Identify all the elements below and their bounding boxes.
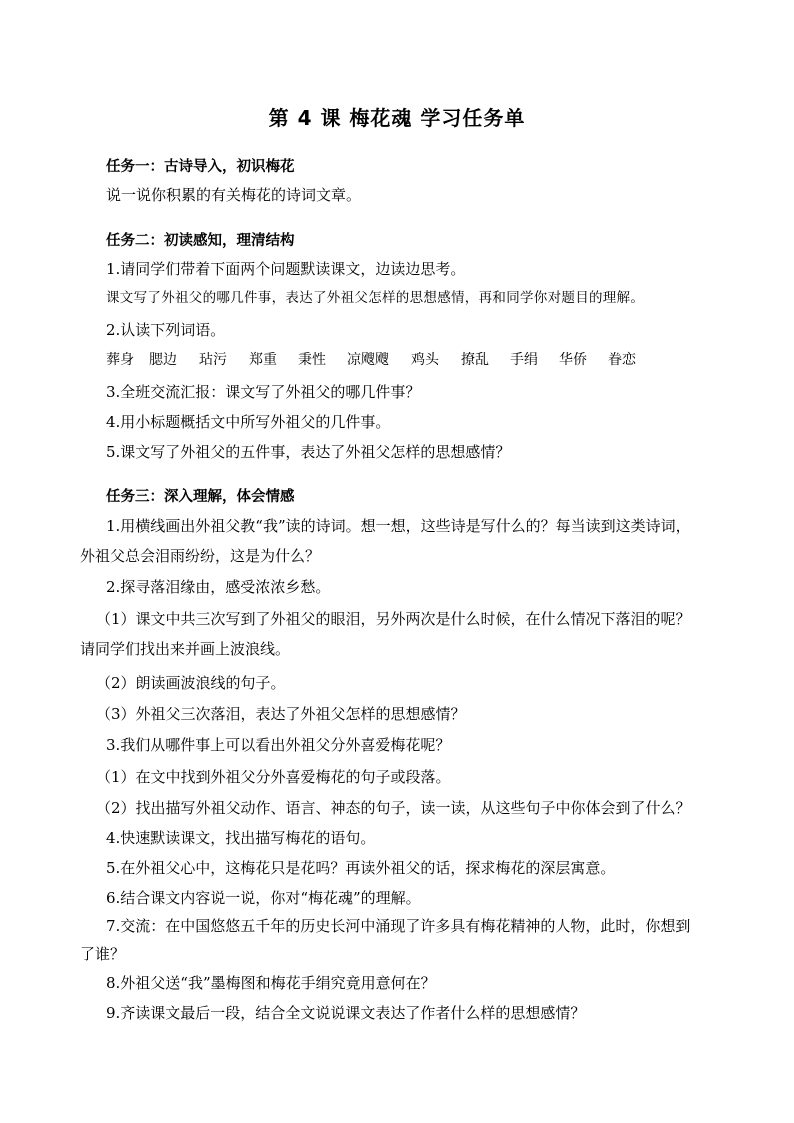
task2-line: 课文写了外祖父的哪几件事，表达了外祖父怎样的思想感情，再和同学你对题目的理解。 [106,290,645,306]
vocab-word: 郑重 [249,352,277,368]
vocab-word: 葬身 [106,352,134,368]
page-title: 第 4 课 梅花魂 学习任务单 [268,106,526,130]
vocab-word: 凉飕飕 [347,352,389,368]
task3-line: （2）朗读画波浪线的句子。 [96,674,286,692]
task3-line: 1.用横线画出外祖父教“我”读的诗词。想一想，这些诗是写什么的？每当读到这类诗词， [106,517,691,535]
task3-line: 3.我们从哪件事上可以看出外祖父分外喜爱梅花呢？ [106,736,451,754]
task3-line: 了谁？ [80,945,126,963]
task2-heading: 任务二：初读感知，理清结构 [106,233,295,249]
vocab-list [106,350,648,370]
task1-line: 说一说你积累的有关梅花的诗词文章。 [106,186,362,204]
vocab-word: 玷污 [199,352,227,368]
task3-line: 9.齐读课文最后一段，结合全文说说课文表达了作者什么样的思想感情？ [106,1004,586,1022]
vocab-word: 秉性 [298,352,326,368]
vocab-word: 撩乱 [461,352,489,368]
task2-line: 5.课文写了外祖父的五件事，表达了外祖父怎样的思想感情？ [106,443,511,461]
task3-line: 6.结合课文内容说一说，你对“梅花魂”的理解。 [106,889,421,907]
task3-line: （1）课文中共三次写到了外祖父的眼泪，另外两次是什么时候，在什么情况下落泪的呢？ [96,610,691,628]
task3-line: 7.交流：在中国悠悠五千年的历史长河中涌现了许多具有梅花精神的人物，此时，你想到 [106,917,691,935]
task3-line: （2）找出描写外祖父动作、语言、神态的句子，读一读，从这些句子中你体会到了什么？ [96,799,691,817]
task3-line: 2.探寻落泪缘由，感受浓浓乡愁。 [106,578,331,596]
vocab-word: 手绢 [510,352,538,368]
task2-line: 3.全班交流汇报：课文写了外祖父的哪几件事？ [106,383,421,401]
task3-heading: 任务三：深入理解，体会情感 [106,489,295,505]
task3-line: （3）外祖父三次落泪，表达了外祖父怎样的思想感情？ [96,705,466,723]
task2-line: 4.用小标题概括文中所写外祖父的几件事。 [106,413,391,431]
task3-line: 请同学们找出来并画上波浪线。 [80,640,291,658]
task3-line: 5.在外祖父心中，这梅花只是花吗？再读外祖父的话，探求梅花的深层寓意。 [106,859,616,877]
vocab-word: 华侨 [559,352,587,368]
vocab-word: 腮边 [149,352,177,368]
task3-line: 4.快速默读课文，找出描写梅花的语句。 [106,829,376,847]
task2-line: 1.请同学们带着下面两个问题默读课文，边读边思考。 [106,260,466,278]
task3-line: （1）在文中找到外祖父分外喜爱梅花的句子或段落。 [96,768,451,786]
task2-line: 2.认读下列词语。 [106,321,226,339]
vocab-word: 眷恋 [608,352,636,368]
task3-line: 外祖父总会泪雨纷纷，这是为什么？ [80,547,321,565]
vocab-word: 鸡头 [411,352,439,368]
task3-line: 8.外祖父送“我”墨梅图和梅花手绢究竟用意何在？ [106,974,436,992]
task1-heading: 任务一：古诗导入，初识梅花 [106,159,295,175]
